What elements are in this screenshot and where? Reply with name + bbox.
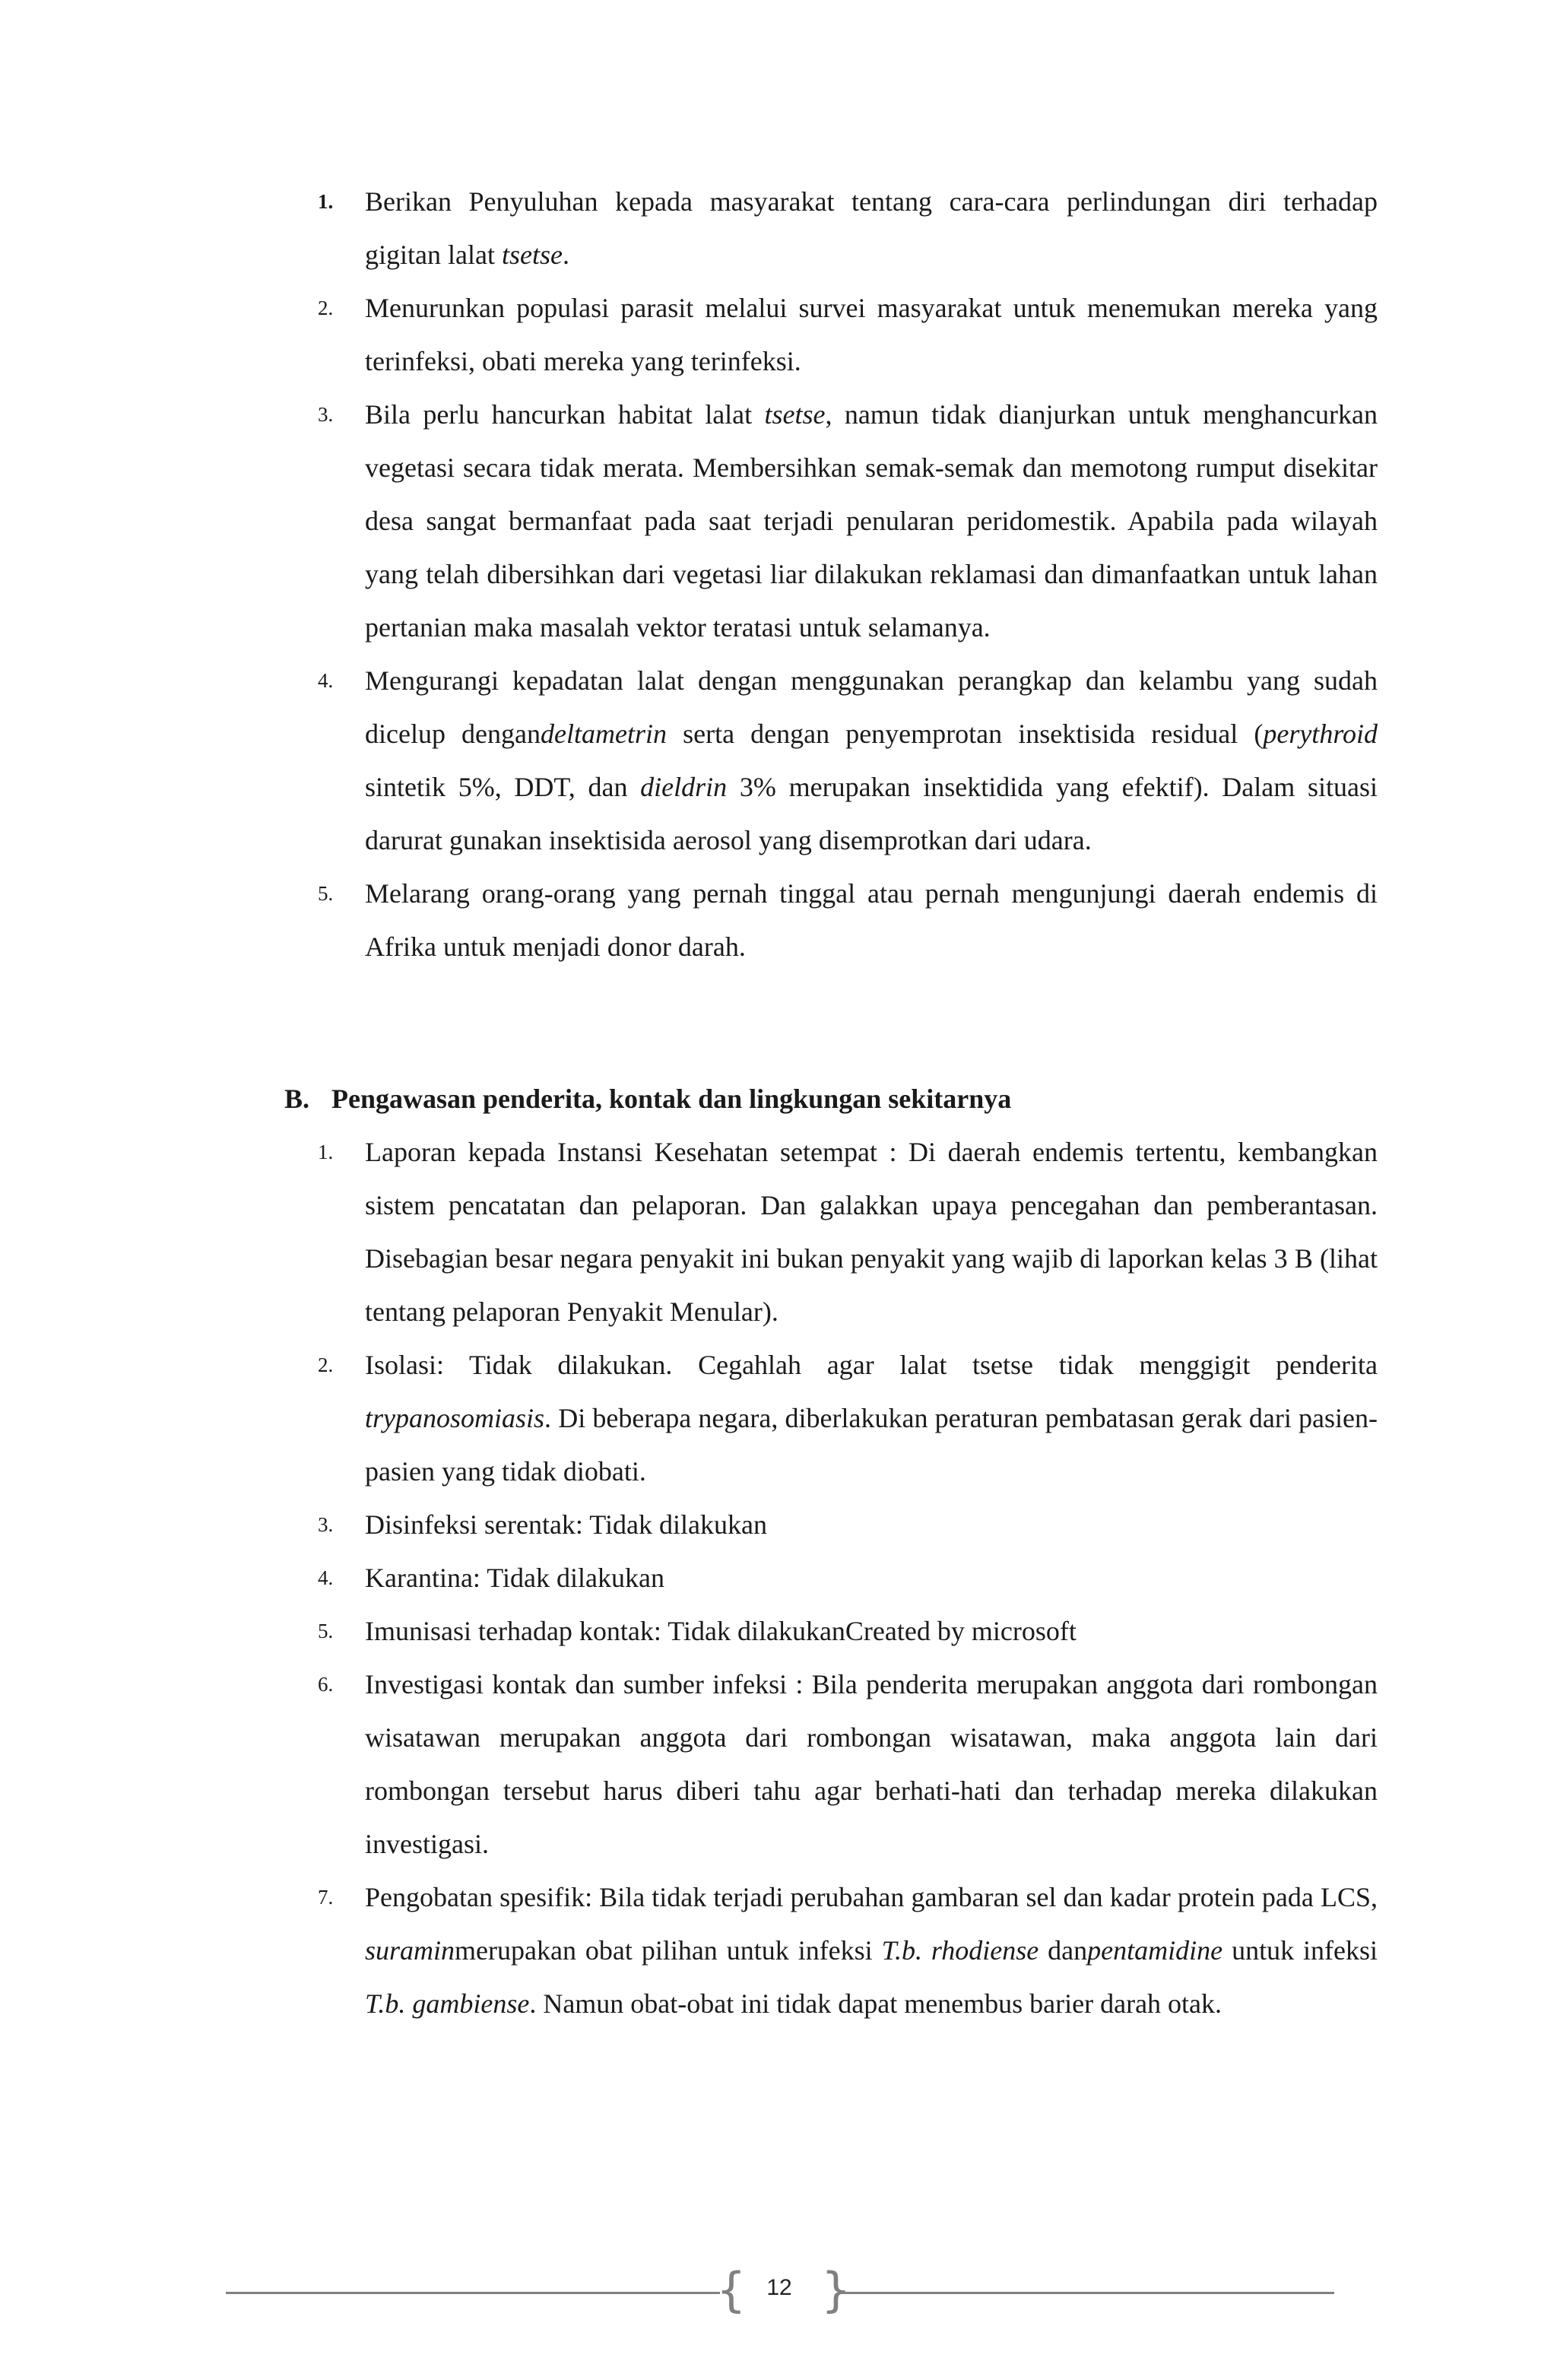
footer-rule-left bbox=[226, 2292, 720, 2294]
page-footer bbox=[0, 2258, 1557, 2327]
text-run: sintetik 5%, DDT, dan bbox=[365, 772, 641, 802]
text-run: Karantina: Tidak dilakukan bbox=[365, 1563, 664, 1593]
text-run: untuk infeksi bbox=[1222, 1935, 1378, 1966]
text-run: Investigasi kontak dan sumber infeksi : Bila penderita merupakan anggota dari rombongan wisatawan merupakan anggota dari rombongan wisatawan, maka anggota lain dari rombongan tersebut harus diberi tahu agar berhati-hati dan terhadap mereka dilakukan investigasi. bbox=[365, 1669, 1378, 1859]
list-item bbox=[0, 281, 1557, 388]
list-item bbox=[0, 1498, 1557, 1551]
section-b-heading bbox=[0, 1072, 1557, 1125]
text-run: Laporan kepada Instansi Kesehatan setempat : Di daerah endemis tertentu, kembangkan sistem pencatatan dan pelaporan. Dan galakkan upaya pencegahan dan pemberantasan. Disebagian besar negara penyakit ini bukan penyakit yang wajib di laporkan kelas 3 B (lihat tentang pelaporan Penyakit Menular). bbox=[365, 1137, 1378, 1327]
patient-control-list bbox=[0, 1125, 1557, 2030]
text-run: . Namun obat-obat ini tidak dapat menembus barier darah otak. bbox=[529, 1988, 1222, 2019]
list-item-number: 7. bbox=[318, 1886, 334, 1909]
list-item bbox=[0, 1604, 1557, 1658]
list-item bbox=[0, 1871, 1557, 2030]
list-item-text bbox=[365, 175, 1378, 281]
text-run: merupakan obat pilihan untuk infeksi bbox=[455, 1935, 882, 1966]
italic-term: tsetse bbox=[501, 240, 563, 270]
text-run: Melarang orang-orang yang pernah tinggal atau pernah mengunjungi daerah endemis di Afrika untuk menjadi donor darah. bbox=[365, 878, 1378, 962]
list-item bbox=[0, 1551, 1557, 1604]
prevention-list bbox=[0, 175, 1557, 973]
list-item bbox=[0, 867, 1557, 973]
list-item-number: 3. bbox=[318, 403, 334, 426]
list-item bbox=[0, 1658, 1557, 1871]
footer-rule-right bbox=[840, 2292, 1334, 2294]
text-run: Mengurangi kepadatan lalat dengan menggunakan perangkap dan kelambu yang sudah dicelup dengan bbox=[365, 665, 1378, 749]
list-item-text bbox=[365, 654, 1378, 867]
text-run: . bbox=[562, 240, 569, 270]
text-run: Pengobatan spesifik: Bila tidak terjadi perubahan gambaran sel dan kadar protein pada LCS, bbox=[365, 1882, 1378, 1912]
list-item bbox=[0, 175, 1557, 281]
footer-bracket-left: { bbox=[716, 2262, 747, 2318]
text-run: Berikan Penyuluhan kepada masyarakat tentang cara-cara perlindungan diri terhadap gigitan lalat bbox=[365, 186, 1378, 270]
list-item bbox=[0, 1338, 1557, 1498]
text-run: Imunisasi terhadap kontak: Tidak dilakukanCreated by microsoft bbox=[365, 1616, 1077, 1646]
list-item-text bbox=[365, 867, 1378, 973]
section-b-title: Pengawasan penderita, kontak dan lingkungan sekitarnya bbox=[331, 1084, 1012, 1114]
text-run: serta dengan penyemprotan insektisida residual ( bbox=[667, 719, 1264, 749]
list-item-text bbox=[365, 1125, 1378, 1338]
list-item-number: 5. bbox=[318, 1620, 334, 1642]
italic-term: trypanosomiasis bbox=[365, 1403, 545, 1433]
section-b-letter: B. bbox=[284, 1084, 310, 1114]
list-item-text bbox=[365, 1338, 1378, 1498]
list-item-text bbox=[365, 1604, 1378, 1658]
list-item-number: 2. bbox=[318, 1353, 334, 1376]
text-run: . Di beberapa negara, diberlakukan peraturan pembatasan gerak dari pasien-pasien yang tidak diobati. bbox=[365, 1403, 1378, 1487]
list-item-text bbox=[365, 281, 1378, 388]
list-item-text bbox=[365, 1498, 1378, 1551]
italic-term: dieldrin bbox=[640, 772, 728, 802]
italic-term: pentamidine bbox=[1087, 1935, 1223, 1966]
page-number: 12 bbox=[766, 2275, 792, 2300]
list-item-text bbox=[365, 388, 1378, 654]
list-item-text bbox=[365, 1551, 1378, 1604]
italic-term: T.b. gambiense bbox=[365, 1988, 530, 2019]
text-run: dan bbox=[1039, 1935, 1088, 1966]
list-item-number: 1. bbox=[318, 1141, 334, 1163]
list-item-text bbox=[365, 1658, 1378, 1871]
text-run: Menurunkan populasi parasit melalui survei masyarakat untuk menemukan mereka yang terinfeksi, obati mereka yang terinfeksi. bbox=[365, 293, 1378, 376]
list-item-number: 4. bbox=[318, 1566, 334, 1589]
footer-bracket-right: } bbox=[821, 2262, 851, 2318]
text-run: Bila perlu hancurkan habitat lalat bbox=[365, 399, 765, 430]
list-item bbox=[0, 388, 1557, 654]
italic-term: deltametrin bbox=[541, 719, 667, 749]
text-run: Disinfeksi serentak: Tidak dilakukan bbox=[365, 1509, 767, 1540]
text-run: , namun tidak dianjurkan untuk menghancurkan vegetasi secara tidak merata. Membersihkan semak-semak dan memotong rumput disekitar desa sangat bermanfaat pada saat terjadi penularan peridomestik. Apabila pada wilayah yang telah dibersihkan dari vegetasi liar dilakukan reklamasi dan dimanfaatkan untuk lahan pertanian maka masalah vektor teratasi untuk selamanya. bbox=[365, 399, 1378, 643]
italic-term: T.b. rhodiense bbox=[881, 1935, 1039, 1966]
list-item bbox=[0, 1125, 1557, 1338]
list-item-number: 4. bbox=[318, 669, 334, 692]
list-item-text bbox=[365, 1871, 1378, 2030]
list-item-number: 6. bbox=[318, 1673, 334, 1696]
list-item-number: 3. bbox=[318, 1513, 334, 1536]
italic-term: perythroid bbox=[1263, 719, 1378, 749]
list-item-number: 5. bbox=[318, 882, 334, 905]
list-item-number: 1. bbox=[318, 190, 334, 213]
italic-term: suramin bbox=[365, 1935, 455, 1966]
text-run: 3% merupakan insektidida yang efektif). Dalam situasi darurat gunakan insektisida aerosol yang disemprotkan dari udara. bbox=[365, 772, 1378, 855]
list-item bbox=[0, 654, 1557, 867]
text-run: Isolasi: Tidak dilakukan. Cegahlah agar lalat tsetse tidak menggigit penderita bbox=[365, 1350, 1378, 1380]
list-item-number: 2. bbox=[318, 297, 334, 319]
section-b bbox=[0, 1072, 1557, 2030]
italic-term: tsetse bbox=[764, 399, 826, 430]
